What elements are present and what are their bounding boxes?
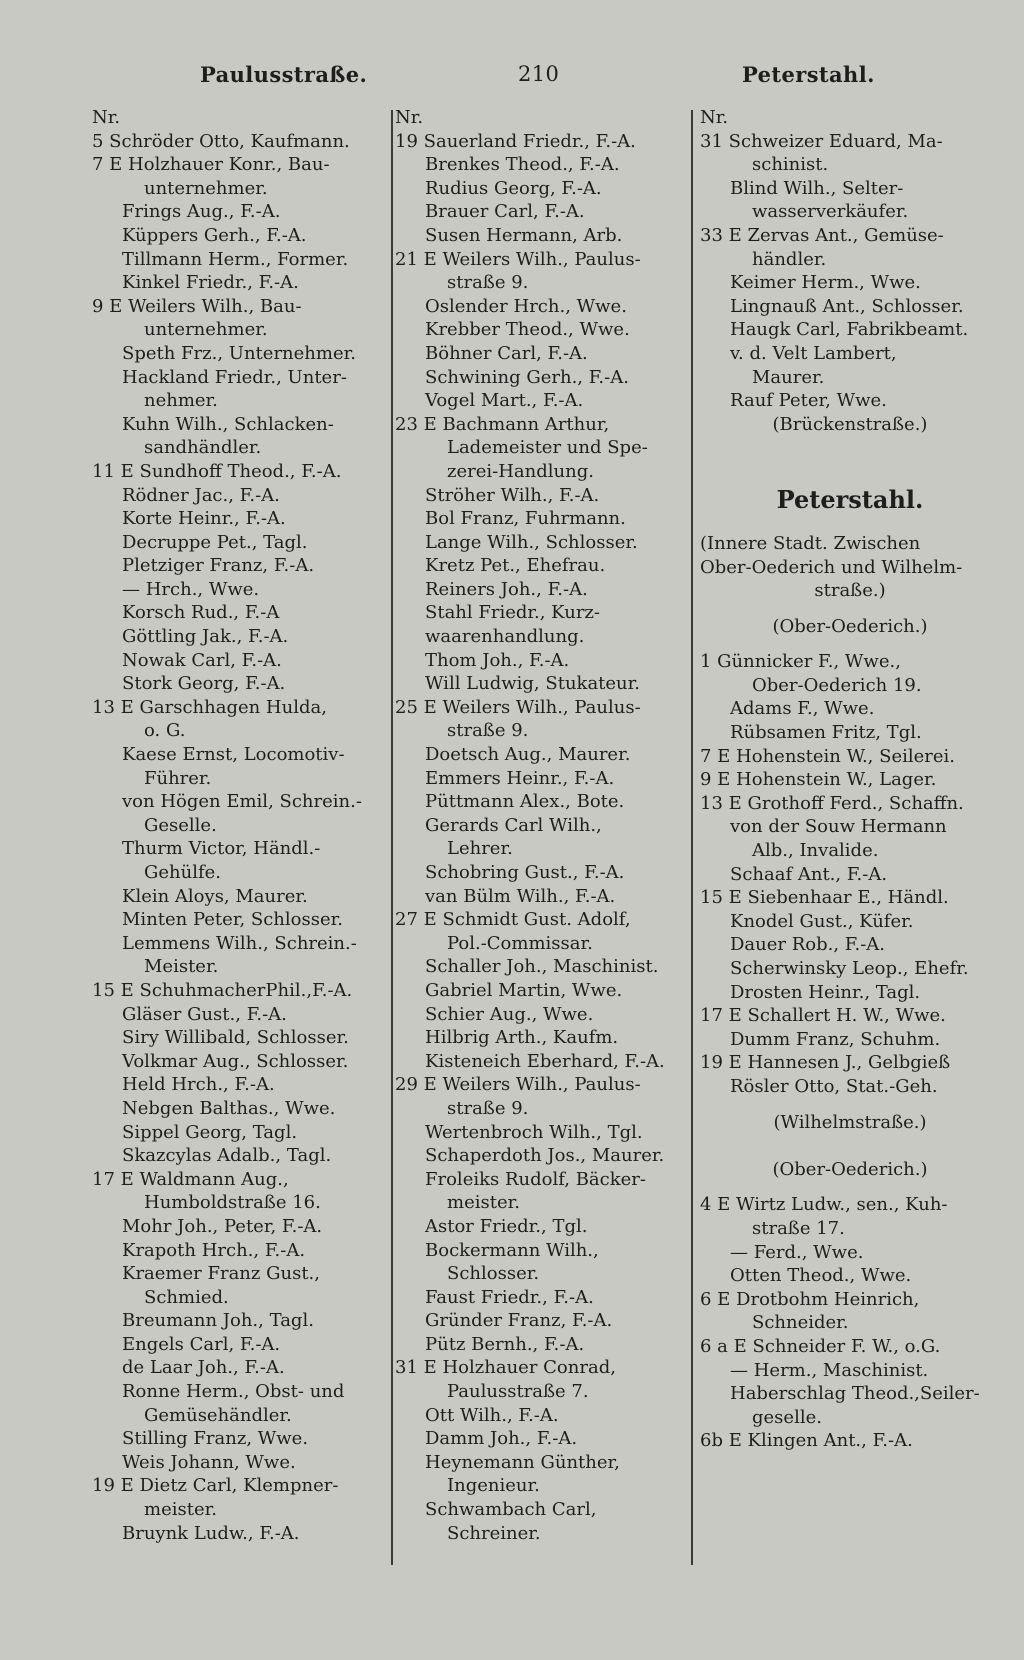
entry-line: Scherwinsky Leop., Ehefr.	[730, 958, 969, 979]
entry-line: 23 E Bachmann Arthur,	[395, 413, 610, 435]
section-title-peterstahl: Peterstahl.	[776, 484, 924, 514]
entry-line: Schaperdoth Jos., Maurer.	[425, 1145, 665, 1167]
entry-line: 6b E Klingen Ant., F.-A.	[700, 1430, 913, 1452]
entry-line: Püttmann Alex., Bote.	[425, 791, 625, 813]
page-number: 210	[518, 62, 560, 86]
entry-line: Paulusstraße 7.	[447, 1381, 589, 1403]
entry-line: Keimer Herm., Wwe.	[730, 272, 921, 294]
entry-line: Ober-Oederich 19.	[752, 674, 922, 696]
entry-line: 7 E Holzhauer Konr., Bau-	[92, 154, 330, 176]
entry-line: Rübsamen Fritz, Tgl.	[730, 722, 922, 744]
entry-line: 17 E Schallert H. W., Wwe.	[700, 1005, 946, 1027]
entry-line: Thurm Victor, Händl.-	[122, 838, 321, 860]
entry-line: Doetsch Aug., Maurer.	[425, 744, 631, 766]
entry-line: — Ferd., Wwe.	[730, 1241, 864, 1263]
entry-line: Volkmar Aug., Schlosser.	[122, 1050, 349, 1072]
entry-line: 6 a E Schneider F. W., o.G.	[700, 1335, 941, 1357]
entry-line: Kuhn Wilh., Schlacken-	[122, 413, 334, 435]
entry-line: Otten Theod., Wwe.	[730, 1265, 912, 1287]
entry-line: 21 E Weilers Wilh., Paulus-	[395, 248, 641, 270]
entry-line: nehmer.	[144, 390, 218, 412]
column-rule-1	[391, 110, 393, 1565]
entry-line: 5 Schröder Otto, Kaufmann.	[92, 130, 350, 152]
entry-line: Kisteneich Eberhard, F.-A.	[425, 1050, 665, 1072]
entry-line: Schier Aug., Wwe.	[425, 1003, 594, 1025]
entry-line: Ingenieur.	[447, 1475, 540, 1497]
column-1	[92, 106, 384, 1576]
entry-line: Knodel Gust., Küfer.	[730, 910, 914, 932]
entry-line: Rödner Jac., F.-A.	[122, 484, 280, 506]
subsection-wilhelmstrasse: (Wilhelmstraße.)	[773, 1111, 927, 1133]
entry-line: Lingnauß Ant., Schlosser.	[730, 295, 964, 317]
column-3	[700, 106, 1000, 1576]
entry-line: wasserverkäufer.	[752, 201, 909, 223]
entry-line: 19 E Hannesen J., Gelbgieß	[700, 1052, 951, 1074]
entry-line: Hackland Friedr., Unter-	[122, 366, 347, 388]
spacer	[700, 638, 1000, 650]
entry-line: 1 Günnicker F., Wwe.,	[700, 651, 901, 673]
entry-line: straße 9.	[447, 1097, 529, 1119]
entry-line: Will Ludwig, Stukateur.	[425, 673, 640, 695]
entry-line: Gerards Carl Wilh.,	[425, 814, 602, 836]
entry-line: 9 E Weilers Wilh., Bau-	[92, 295, 302, 317]
spacer	[700, 1181, 1000, 1193]
entry-line: Böhner Carl, F.-A.	[425, 342, 588, 364]
entry-line: 11 E Sundhoff Theod., F.-A.	[92, 460, 342, 482]
entry-line: Froleiks Rudolf, Bäcker-	[425, 1168, 646, 1190]
intro-line: straße.)	[814, 580, 886, 602]
entry-line: Krebber Theod., Wwe.	[425, 319, 630, 341]
entry-line: Bruynk Ludw., F.-A.	[122, 1522, 300, 1544]
entry-line: Pol.-Commissar.	[447, 932, 593, 954]
column-header-nr: Nr.	[92, 107, 121, 128]
entry-line: Hilbrig Arth., Kaufm.	[425, 1027, 619, 1049]
running-head-right: Peterstahl.	[742, 62, 875, 87]
column-header-nr: Nr.	[700, 107, 729, 128]
entry-line: Kraemer Franz Gust.,	[122, 1263, 320, 1285]
entry-line: Rösler Otto, Stat.-Geh.	[730, 1075, 938, 1097]
entry-line: 4 E Wirtz Ludw., sen., Kuh-	[700, 1194, 948, 1216]
entry-line: Breumann Joh., Tagl.	[122, 1310, 314, 1332]
entry-line: Bockermann Wilh.,	[425, 1239, 599, 1261]
entry-line: Bol Franz, Fuhrmann.	[425, 508, 626, 530]
entry-line: Speth Frz., Unternehmer.	[122, 342, 356, 364]
entry-line: Schreiner.	[447, 1522, 541, 1544]
entry-line: Heynemann Günther,	[425, 1451, 620, 1473]
entry-line: Schwambach Carl,	[425, 1499, 597, 1521]
entry-line: Stork Georg, F.-A.	[122, 673, 286, 695]
entry-line: Weis Johann, Wwe.	[122, 1451, 296, 1473]
entry-line: Astor Friedr., Tgl.	[425, 1215, 588, 1237]
entry-line: Sippel Georg, Tagl.	[122, 1121, 298, 1143]
entry-line: Brauer Carl, F.-A.	[425, 201, 585, 223]
entry-line: Dauer Rob., F.-A.	[730, 934, 886, 956]
entry-line: Nebgen Balthas., Wwe.	[122, 1097, 336, 1119]
entry-line: Adams F., Wwe.	[730, 698, 875, 720]
entry-line: Schneider.	[752, 1312, 849, 1334]
entry-line: händler.	[752, 248, 827, 270]
entry-line: 31 E Holzhauer Conrad,	[395, 1357, 616, 1379]
column-header-nr: Nr.	[395, 107, 424, 128]
entry-line: Schlosser.	[447, 1263, 540, 1285]
entry-line: von der Souw Hermann	[730, 816, 947, 838]
entry-line: Oslender Hrch., Wwe.	[425, 295, 627, 317]
entry-line: Ronne Herm., Obst- und	[122, 1381, 345, 1403]
entry-line: Blind Wilh., Selter-	[730, 177, 904, 199]
entry-line: 19 E Dietz Carl, Klempner-	[92, 1475, 339, 1497]
entry-line: Schmied.	[144, 1286, 229, 1308]
entry-line: unternehmer.	[144, 177, 268, 199]
entry-line: 13 E Garschhagen Hulda,	[92, 696, 327, 718]
entry-line: de Laar Joh., F.-A.	[122, 1357, 285, 1379]
column-2	[395, 106, 689, 1576]
entry-line: 17 E Waldmann Aug.,	[92, 1168, 289, 1190]
entry-line: 33 E Zervas Ant., Gemüse-	[700, 224, 944, 246]
entry-line: Faust Friedr., F.-A.	[425, 1286, 594, 1308]
entry-line: Kretz Pet., Ehefrau.	[425, 555, 606, 577]
spacer	[700, 603, 1000, 615]
spacer	[700, 1099, 1000, 1111]
entry-line: 9 E Hohenstein W., Lager.	[700, 769, 937, 791]
entry-line: Haugk Carl, Fabrikbeamt.	[730, 319, 969, 341]
entry-line: Thom Joh., F.-A.	[425, 649, 570, 671]
entry-line: Klein Aloys, Maurer.	[122, 885, 308, 907]
entry-line: o. G.	[144, 720, 186, 742]
entry-line: waarenhandlung.	[425, 626, 585, 648]
entry-line: Nowak Carl, F.-A.	[122, 649, 282, 671]
entry-line: Skazcylas Adalb., Tagl.	[122, 1145, 332, 1167]
entry-line: Emmers Heinr., F.-A.	[425, 767, 615, 789]
spacer	[700, 1134, 1000, 1158]
entry-line: geselle.	[752, 1406, 822, 1428]
entry-line: van Bülm Wilh., F.-A.	[425, 885, 616, 907]
entry-line: 15 E Siebenhaar E., Händl.	[700, 887, 949, 909]
entry-line: Mohr Joh., Peter, F.-A.	[122, 1215, 323, 1237]
entry-line: Gehülfe.	[144, 862, 222, 883]
entry-line: Rudius Georg, F.-A.	[425, 177, 602, 199]
entry-line: Ströher Wilh., F.-A.	[425, 484, 600, 506]
entry-line: Minten Peter, Schlosser.	[122, 909, 343, 931]
section-note-brueckenstrasse: (Brückenstraße.)	[772, 413, 928, 435]
entry-line: Pütz Bernh., F.-A.	[425, 1333, 585, 1355]
entry-line: Lademeister und Spe-	[447, 437, 648, 459]
entry-line: Drosten Heinr., Tagl.	[730, 981, 921, 1003]
entry-line: Stilling Franz, Wwe.	[122, 1428, 309, 1450]
entry-line: Engels Carl, F.-A.	[122, 1333, 281, 1355]
entry-line: Dumm Franz, Schuhm.	[730, 1028, 941, 1050]
entry-line: 29 E Weilers Wilh., Paulus-	[395, 1074, 641, 1096]
entry-line: Alb., Invalide.	[752, 840, 879, 862]
entry-line: Lemmens Wilh., Schrein.-	[122, 932, 357, 954]
column-rule-2	[691, 110, 693, 1565]
entry-line: Decruppe Pet., Tagl.	[122, 531, 308, 553]
intro-line: (Innere Stadt. Zwischen	[700, 532, 921, 554]
entry-line: — Herm., Maschinist.	[730, 1359, 929, 1381]
subsection-ober-oederich: (Ober-Oederich.)	[772, 615, 928, 637]
entry-line: Schobring Gust., F.-A.	[425, 862, 625, 883]
entry-line: Schaller Joh., Maschinist.	[425, 956, 659, 978]
entry-line: Vogel Mart., F.-A.	[425, 390, 584, 412]
entry-line: Pletziger Franz, F.-A.	[122, 555, 315, 577]
entry-line: Maurer.	[752, 366, 825, 388]
entry-line: Kinkel Friedr., F.-A.	[122, 272, 299, 294]
entry-line: zerei-Handlung.	[447, 460, 594, 482]
entry-line: Küppers Gerh., F.-A.	[122, 224, 307, 246]
entry-line: Siry Willibald, Schlosser.	[122, 1027, 349, 1049]
entry-line: Gabriel Martin, Wwe.	[425, 979, 623, 1001]
entry-line: 19 Sauerland Friedr., F.-A.	[395, 130, 636, 152]
entry-line: Geselle.	[144, 814, 217, 836]
entry-line: 13 E Grothoff Ferd., Schaffn.	[700, 792, 964, 814]
entry-line: Stahl Friedr., Kurz-	[425, 602, 600, 624]
entry-line: Wertenbroch Wilh., Tgl.	[425, 1121, 643, 1143]
spacer	[700, 520, 1000, 532]
entry-line: Damm Joh., F.-A.	[425, 1428, 578, 1450]
entry-line: Ott Wilh., F.-A.	[425, 1404, 559, 1426]
entry-line: 7 E Hohenstein W., Seilerei.	[700, 745, 956, 767]
entry-line: Schwining Gerh., F.-A.	[425, 366, 629, 388]
entry-line: 27 E Schmidt Gust. Adolf,	[395, 909, 631, 931]
entry-line: straße 9.	[447, 720, 529, 742]
entry-line: Kaese Ernst, Locomotiv-	[122, 744, 345, 766]
entry-line: — Hrch., Wwe.	[122, 578, 260, 600]
entry-line: Gründer Franz, F.-A.	[425, 1310, 613, 1332]
spacer	[700, 436, 1000, 460]
entry-line: Brenkes Theod., F.-A.	[425, 154, 620, 176]
entry-line: Gemüsehändler.	[144, 1404, 292, 1426]
running-head	[0, 58, 1024, 92]
entry-line: meister.	[144, 1499, 217, 1521]
entry-line: Held Hrch., F.-A.	[122, 1074, 275, 1096]
entry-line: unternehmer.	[144, 319, 268, 341]
entry-line: Tillmann Herm., Former.	[122, 248, 349, 270]
entry-line: Göttling Jak., F.-A.	[122, 626, 289, 648]
intro-line: Ober-Oederich und Wilhelm-	[700, 556, 963, 578]
entry-line: Humboldstraße 16.	[144, 1192, 321, 1214]
entry-line: 25 E Weilers Wilh., Paulus-	[395, 696, 641, 718]
entry-line: Korsch Rud., F.-A	[122, 602, 280, 624]
entry-line: Haberschlag Theod.,Seiler-	[730, 1383, 980, 1405]
entry-line: schinist.	[752, 154, 829, 176]
entry-line: straße 9.	[447, 272, 529, 294]
entry-line: von Högen Emil, Schrein.-	[122, 791, 362, 813]
entry-line: Lange Wilh., Schlosser.	[425, 531, 638, 553]
entry-line: sandhändler.	[144, 437, 262, 459]
entry-line: 6 E Drotbohm Heinrich,	[700, 1288, 920, 1310]
entry-line: Lehrer.	[447, 838, 513, 860]
entry-line: 31 Schweizer Eduard, Ma-	[700, 130, 943, 152]
entry-line: Reiners Joh., F.-A.	[425, 578, 588, 600]
entry-line: Korte Heinr., F.-A.	[122, 508, 286, 530]
entry-line: Meister.	[144, 956, 219, 978]
entry-line: Susen Hermann, Arb.	[425, 224, 623, 246]
entry-line: Rauf Peter, Wwe.	[730, 390, 887, 412]
entry-line: Schaaf Ant., F.-A.	[730, 863, 888, 885]
entry-line: meister.	[447, 1192, 520, 1214]
entry-line: 15 E SchuhmacherPhil.,F.-A.	[92, 979, 353, 1001]
entry-line: Gläser Gust., F.-A.	[122, 1003, 287, 1025]
entry-line: Frings Aug., F.-A.	[122, 201, 281, 223]
entry-line: Krapoth Hrch., F.-A.	[122, 1239, 306, 1261]
entry-line: straße 17.	[752, 1217, 845, 1239]
entry-line: Führer.	[144, 767, 212, 789]
running-head-left: Paulusstraße.	[200, 62, 368, 87]
entry-line: v. d. Velt Lambert,	[730, 342, 897, 364]
subsection-ober-oederich-2: (Ober-Oederich.)	[772, 1158, 928, 1180]
